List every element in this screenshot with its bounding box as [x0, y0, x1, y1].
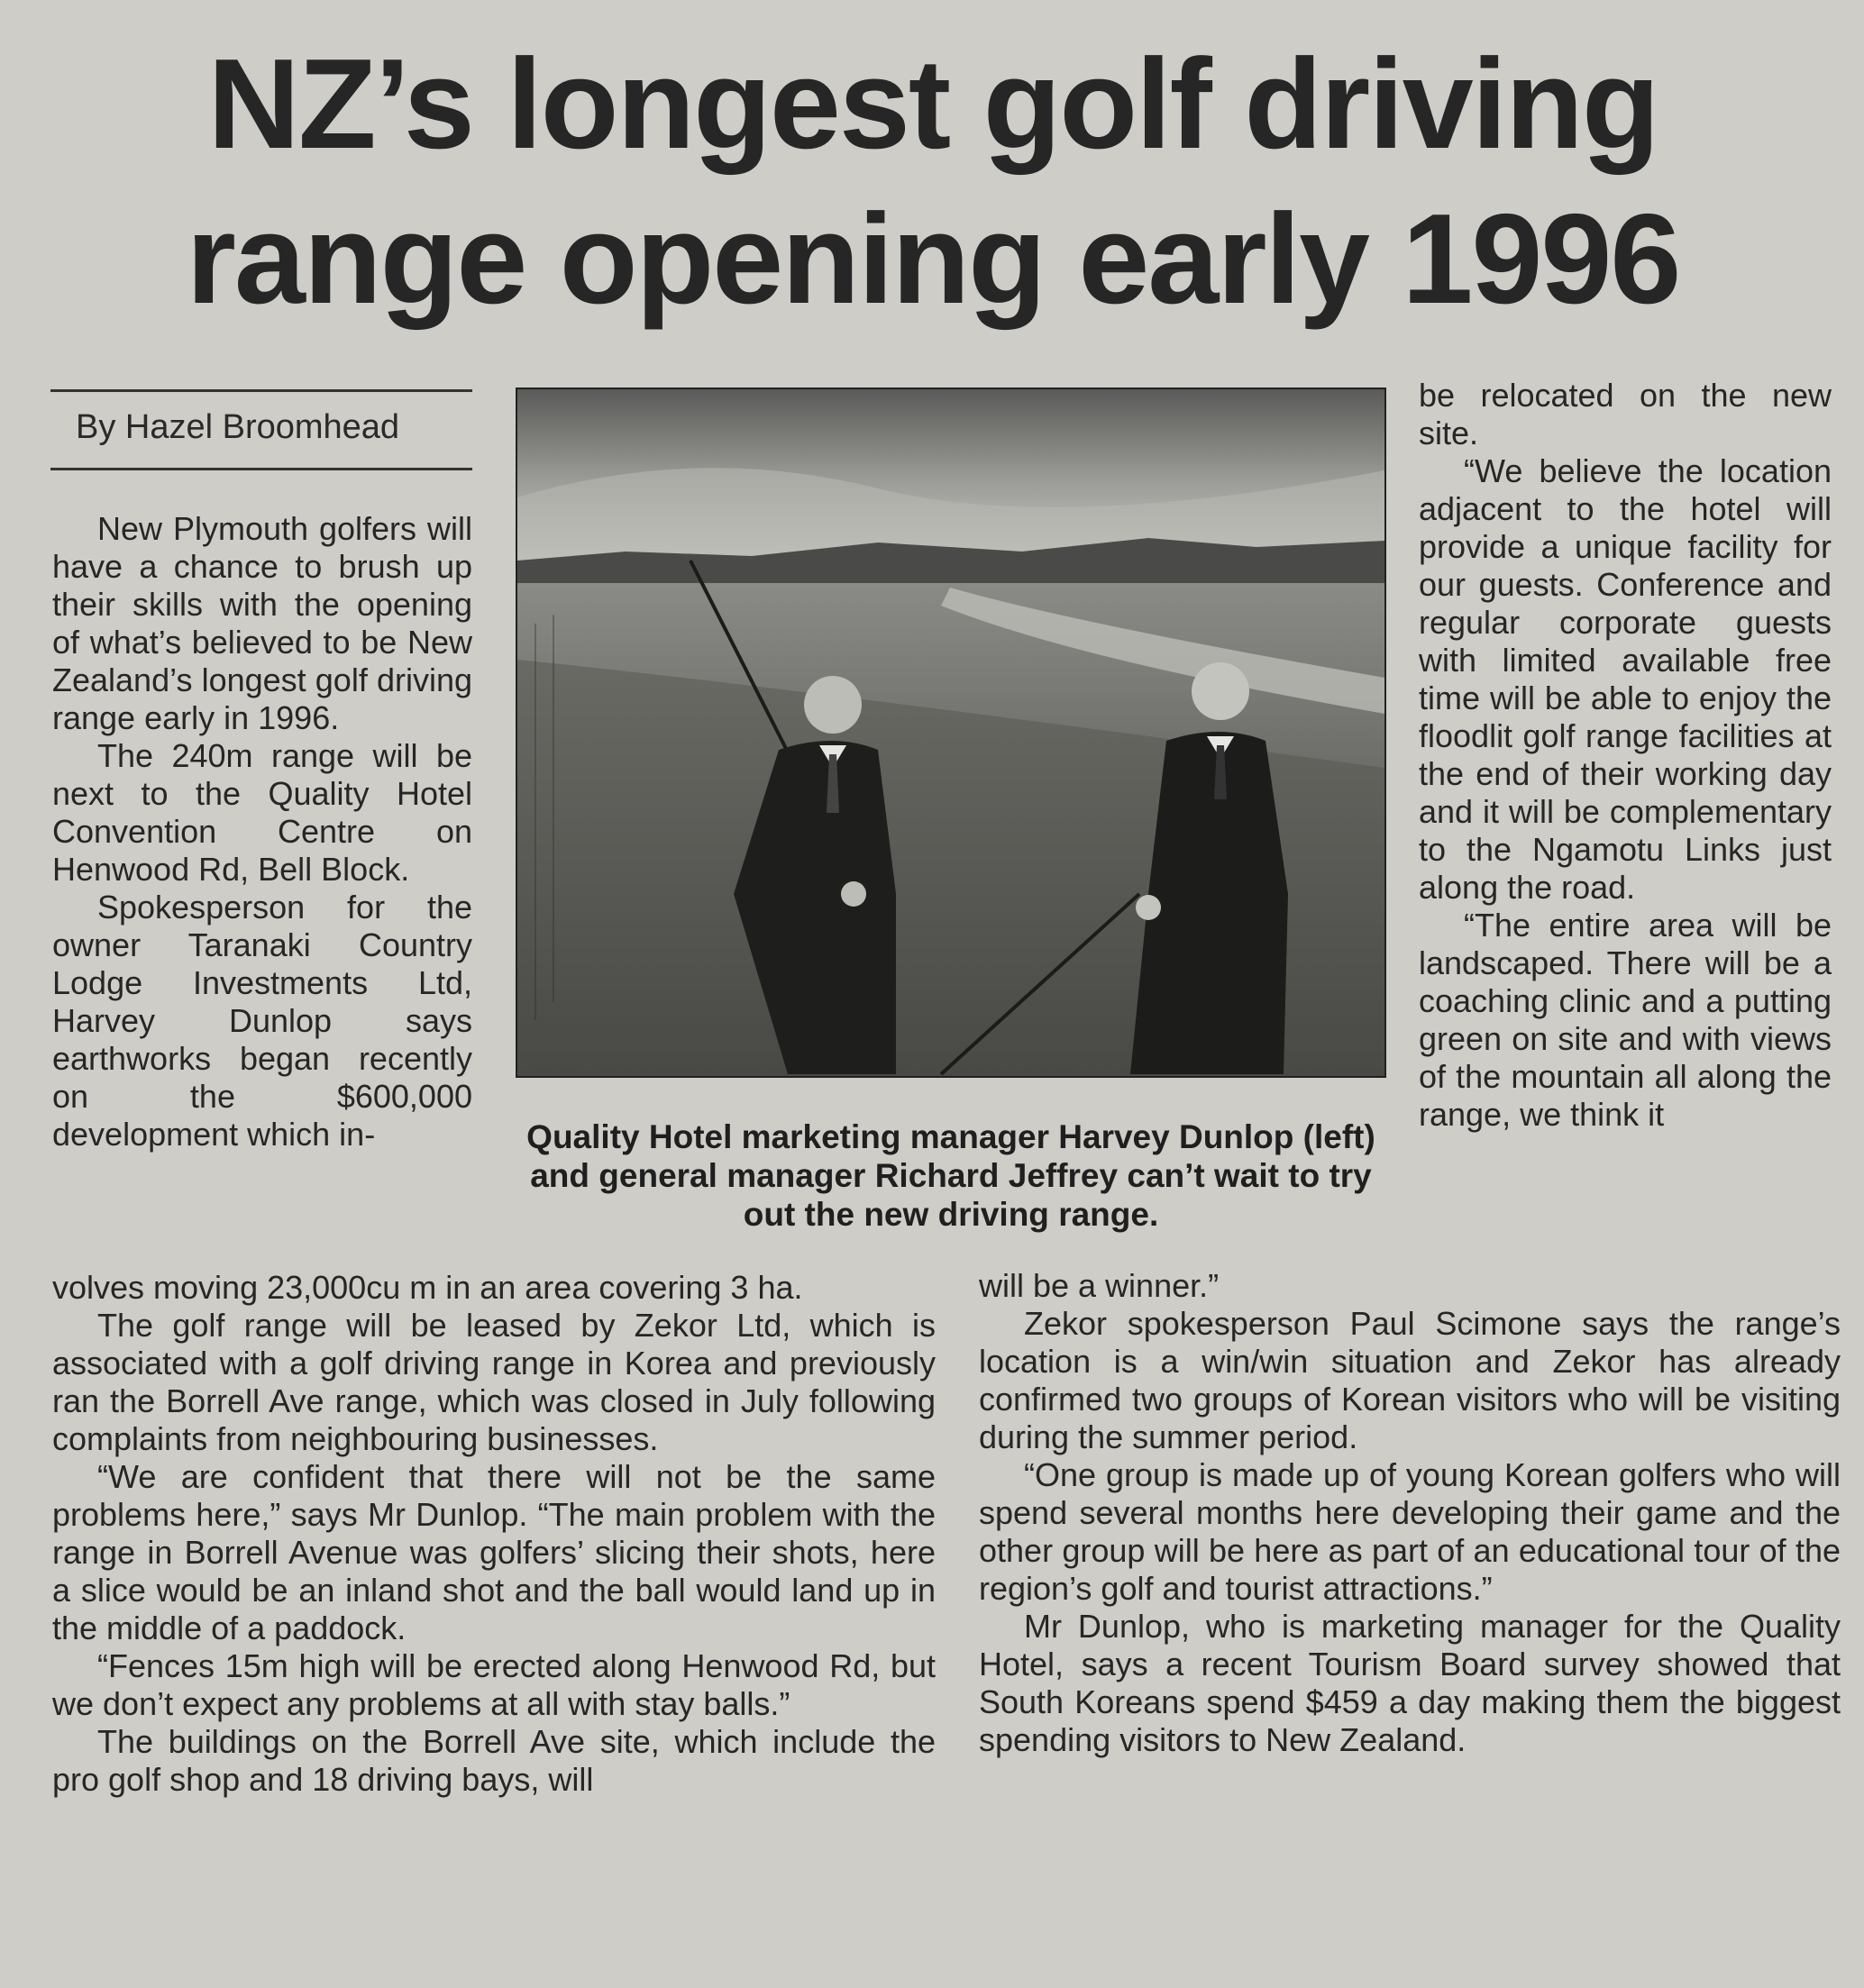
byline-box — [50, 389, 472, 470]
bottom-left-column — [52, 1269, 936, 1799]
paragraph: Zekor spokesperson Paul Scimone says the range’s location is a win/win situation and Zekor has already confirmed two groups of Korean visitors who will be visiting during the summer period. — [979, 1305, 1841, 1455]
paragraph: Spokesperson for the owner Taranaki Country Lodge Investments Ltd, Harvey Dunlop says earthworks began recently on the $600,000 development which in- — [52, 889, 472, 1153]
paragraph: “Fences 15m high will be erected along Henwood Rd, but we don’t expect any problems at all with stay balls.” — [52, 1647, 936, 1722]
photo-caption: Quality Hotel marketing manager Harvey Dunlop (left) and general manager Richard Jeffrey can’t wait to try out the new driving range. — [526, 1118, 1375, 1233]
paragraph: The golf range will be leased by Zekor Ltd, which is associated with a golf driving range in Korea and previously ran the Borrell Ave range, which was closed in July following complaints from neighbouring businesses. — [52, 1307, 936, 1457]
column-1 — [52, 510, 472, 1154]
paragraph: “We are confident that there will not be the same problems here,” says Mr Dunlop. “The main problem with the range in Borrell Avenue was golfers’ slicing their shots, here a slice would be an inland shot and the ball would land up in the middle of a paddock. — [52, 1458, 936, 1646]
paragraph: be relocated on the new site. — [1419, 377, 1832, 451]
byline: By Hazel Broomhead — [76, 408, 400, 446]
paragraph: “We believe the location adjacent to the hotel will provide a unique facility for our guests. Conference and regular corporate guests with limited available free time will be able to enjoy the floodlit golf range facilities at the end of their working day and it will be complementary to the Ngamotu Links just along the road. — [1419, 452, 1832, 906]
headline — [54, 27, 1812, 337]
golfers-photo-illustration — [517, 389, 1384, 1076]
paragraph: New Plymouth golfers will have a chance to brush up their skills with the opening of what’s believed to be New Zealand’s longest golf driving range early in 1996. — [52, 510, 472, 736]
paragraph: volves moving 23,000cu m in an area covering 3 ha. — [52, 1269, 803, 1306]
news-photo — [516, 388, 1386, 1078]
paragraph: Mr Dunlop, who is marketing manager for the Quality Hotel, says a recent Tourism Board survey showed that South Koreans spend $459 a day making them the biggest spending visitors to New Zealand. — [979, 1608, 1841, 1758]
headline-line-1: NZ’s longest golf driving — [207, 32, 1658, 176]
paragraph: will be a winner.” — [979, 1267, 1220, 1304]
paragraph: “One group is made up of young Korean golfers who will spend several months here developing their game and the other group will be here as part of an educational tour of the region’s golf and tourist attractions.” — [979, 1456, 1841, 1607]
bottom-right-column — [979, 1267, 1841, 1759]
paragraph: “The entire area will be landscaped. There will be a coaching clinic and a putting green on site and with views of the mountain all along the range, we think it — [1419, 907, 1832, 1133]
paragraph: The buildings on the Borrell Ave site, which include the pro golf shop and 18 driving bays, will — [52, 1723, 936, 1798]
paragraph: The 240m range will be next to the Quality Hotel Convention Centre on Henwood Rd, Bell Block. — [52, 737, 472, 888]
headline-line-2: range opening early 1996 — [186, 187, 1680, 331]
column-3 — [1419, 377, 1832, 1134]
